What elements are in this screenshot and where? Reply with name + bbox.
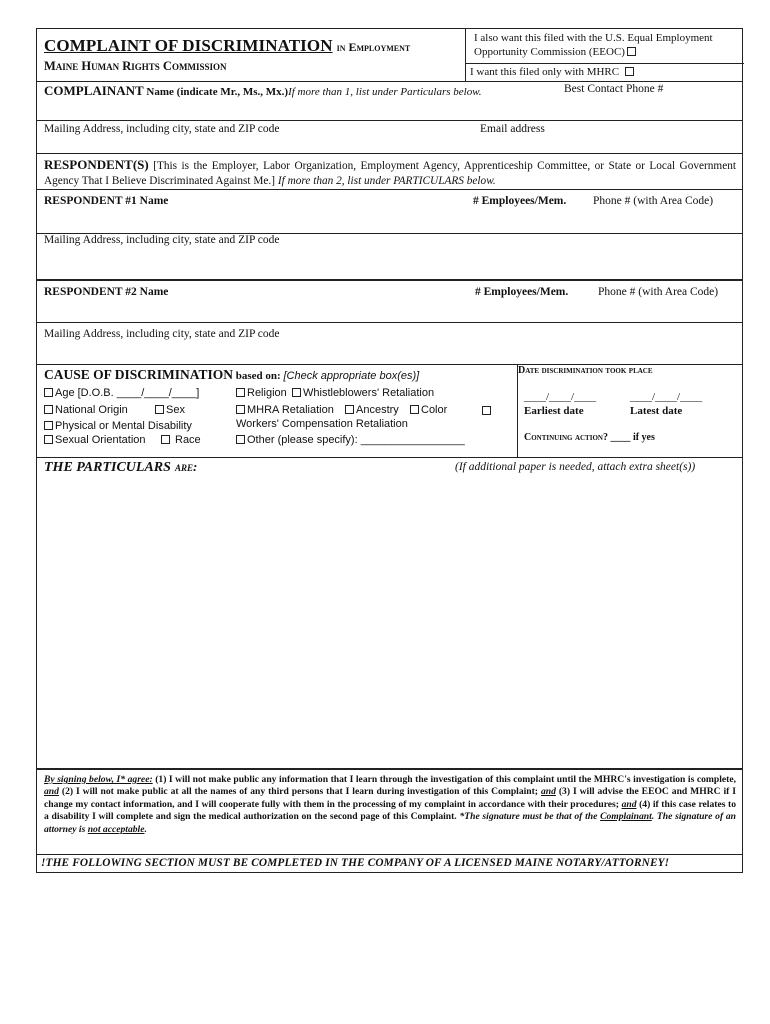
agreement-and-1: and	[44, 786, 59, 798]
continuing-action-field[interactable]: ____ if yes	[610, 432, 655, 443]
disability-checkbox[interactable]	[44, 421, 53, 430]
cause-national-origin[interactable]	[44, 404, 128, 416]
filing-options	[465, 29, 744, 81]
respondent1-phone-label[interactable]: Phone # (with Area Code)	[593, 195, 714, 207]
signature-note-complainant: Complainant	[600, 811, 652, 823]
respondent2-address-label[interactable]: Mailing Address, including city, state and ZIP code	[44, 328, 280, 340]
cause-age[interactable]	[44, 387, 199, 399]
particulars-text-area[interactable]	[39, 479, 740, 764]
cause-mhra-label: MHRA Retaliation	[247, 404, 334, 416]
particulars-header	[44, 458, 197, 476]
earliest-date-field[interactable]: ____/____/____	[524, 391, 597, 403]
complainant-name-label: Name (indicate Mr., Ms., Mx.)	[146, 86, 289, 98]
continuing-action-row[interactable]	[524, 432, 655, 443]
cause-color[interactable]	[410, 404, 447, 416]
cause-label: CAUSE OF DISCRIMINATION	[44, 367, 234, 382]
cause-sexual-orientation[interactable]	[44, 434, 146, 446]
cause-mhra-retaliation[interactable]	[236, 404, 334, 416]
continuing-action-label: Continuing action?	[524, 432, 608, 443]
age-checkbox[interactable]	[44, 388, 53, 397]
latest-date-field[interactable]: ____/____/____	[630, 391, 703, 403]
agreement-lead: By signing below, I* agree:	[44, 774, 153, 785]
latest-date-label: Latest date	[630, 405, 683, 417]
form-title-suffix: in Employment	[336, 40, 411, 54]
respondent1-name-label[interactable]: RESPONDENT #1 Name	[44, 195, 169, 207]
mhrc-option-label: I want this filed only with MHRC	[470, 66, 620, 78]
respondent2-phone-label[interactable]: Phone # (with Area Code)	[598, 286, 719, 298]
whistleblowers-checkbox[interactable]	[292, 388, 301, 397]
respondent1-employees-label[interactable]: # Employees/Mem.	[473, 195, 567, 207]
signature-note: *The signature must be that of the	[459, 811, 598, 823]
agreement-and-2: and	[540, 786, 556, 798]
cause-race[interactable]	[161, 434, 201, 446]
complainant-label: COMPLAINANT	[44, 83, 144, 98]
particulars-label-suffix: are:	[174, 459, 198, 474]
cause-instruction: [Check appropriate box(es)]	[283, 370, 420, 382]
eeoc-checkbox[interactable]	[627, 47, 636, 56]
cause-ancestry-label: Ancestry	[356, 404, 399, 416]
signature-note-middle: . The signature of an attorney is	[44, 811, 736, 835]
mhrc-checkbox[interactable]	[625, 67, 634, 76]
form-title: COMPLAINT OF DISCRIMINATION	[44, 36, 333, 55]
ancestry-checkbox[interactable]	[345, 405, 354, 414]
sexual-orientation-checkbox[interactable]	[44, 435, 53, 444]
cause-sex[interactable]	[155, 404, 185, 416]
earliest-date-label: Earliest date	[524, 405, 584, 417]
national-origin-checkbox[interactable]	[44, 405, 53, 414]
respondent2-employees-label[interactable]: # Employees/Mem.	[475, 286, 569, 298]
respondent1-address-label[interactable]: Mailing Address, including city, state and ZIP code	[44, 234, 280, 246]
cause-religion-label: Religion	[247, 387, 287, 399]
respondents-note: If more than 2, list under PARTICULARS below.	[277, 175, 496, 187]
date-discrimination-label: Date discrimination took place	[518, 365, 653, 376]
agreement-clause-1: (1) I will not make public any information that I learn through the investigation of this complaint until the MHRC's investigation is complete,	[155, 774, 737, 785]
cause-other-label: Other (please specify): _________________	[247, 434, 465, 446]
signature-note-end: .	[144, 823, 147, 835]
cause-whistleblowers[interactable]	[292, 387, 434, 399]
cause-based-on: based on:	[235, 370, 281, 382]
particulars-note: (If additional paper is needed, attach extra sheet(s))	[455, 461, 696, 473]
agreement-clause-4: (4) if this case relates to a disability I will complete and sign the medical authorization on the second page of this Complaint.	[44, 798, 737, 823]
complaint-form	[36, 28, 743, 873]
other-checkbox[interactable]	[236, 435, 245, 444]
cause-national-origin-label: National Origin	[55, 404, 128, 416]
cause-disability[interactable]	[44, 420, 192, 432]
cause-other[interactable]	[236, 434, 465, 446]
particulars-label: THE PARTICULARS	[44, 460, 171, 475]
complainant-address-label[interactable]: Mailing Address, including city, state and ZIP code	[44, 123, 280, 135]
complainant-note: If more than 1, list under Particulars below.	[288, 86, 482, 98]
respondents-label: RESPONDENT(S)	[44, 157, 149, 172]
cause-color-label: Color	[421, 404, 448, 416]
respondents-description: [This is the Employer, Labor Organization, Employment Agency, Apprenticeship Committee, or State or Local Government Agency That I Believe Discriminated Against Me.]	[44, 160, 736, 187]
cause-race-label: Race	[175, 434, 201, 446]
sex-checkbox[interactable]	[155, 405, 164, 414]
cause-whistleblowers-label: Whistleblowers' Retaliation	[303, 387, 435, 399]
complainant-name-row[interactable]	[44, 83, 482, 99]
cause-sex-label: Sex	[166, 404, 185, 416]
complainant-phone-label[interactable]: Best Contact Phone #	[564, 83, 664, 95]
color-checkbox[interactable]	[410, 405, 419, 414]
workers-comp-checkbox[interactable]	[482, 406, 491, 415]
mhra-checkbox[interactable]	[236, 405, 245, 414]
respondent2-name-label[interactable]: RESPONDENT #2 Name	[44, 286, 169, 298]
complainant-email-label[interactable]: Email address	[480, 123, 545, 135]
agreement-clause-3: (3) I will advise the EEOC and MHRC if I change my contact information, and I will cooperate fully with them in the processing of my complaint in accordance with their procedures;	[44, 786, 737, 810]
cause-header	[44, 367, 419, 383]
signature-note-not-acceptable: not acceptable	[87, 823, 145, 835]
agency-name: Maine Human Rights Commission	[44, 59, 227, 73]
agreement-and-3: and	[621, 798, 637, 810]
race-checkbox[interactable]	[161, 435, 170, 444]
cause-religion[interactable]	[236, 387, 287, 399]
agreement-clause-2: (2) I will not make public at all the names of any third persons that I learn during investigation of this Complaint;	[61, 786, 539, 798]
cause-workers-comp-label: Workers' Compensation Retaliation	[236, 418, 408, 430]
respondents-section-header	[44, 157, 736, 189]
notary-banner: !THE FOLLOWING SECTION MUST BE COMPLETED IN THE COMPANY OF A LICENSED MAINE NOTARY/ATTORNEY!	[41, 857, 670, 869]
cause-sexual-orientation-label: Sexual Orientation	[55, 434, 146, 446]
religion-checkbox[interactable]	[236, 388, 245, 397]
eeoc-option-label: I also want this filed with the U.S. Equal Employment Opportunity Commission (EEOC)	[474, 32, 713, 58]
cause-ancestry[interactable]	[345, 404, 399, 416]
form-header	[44, 36, 474, 56]
cause-disability-label: Physical or Mental Disability	[55, 420, 192, 432]
agreement-text	[44, 774, 736, 836]
cause-age-label: Age [D.O.B. ____/____/____]	[55, 387, 200, 399]
